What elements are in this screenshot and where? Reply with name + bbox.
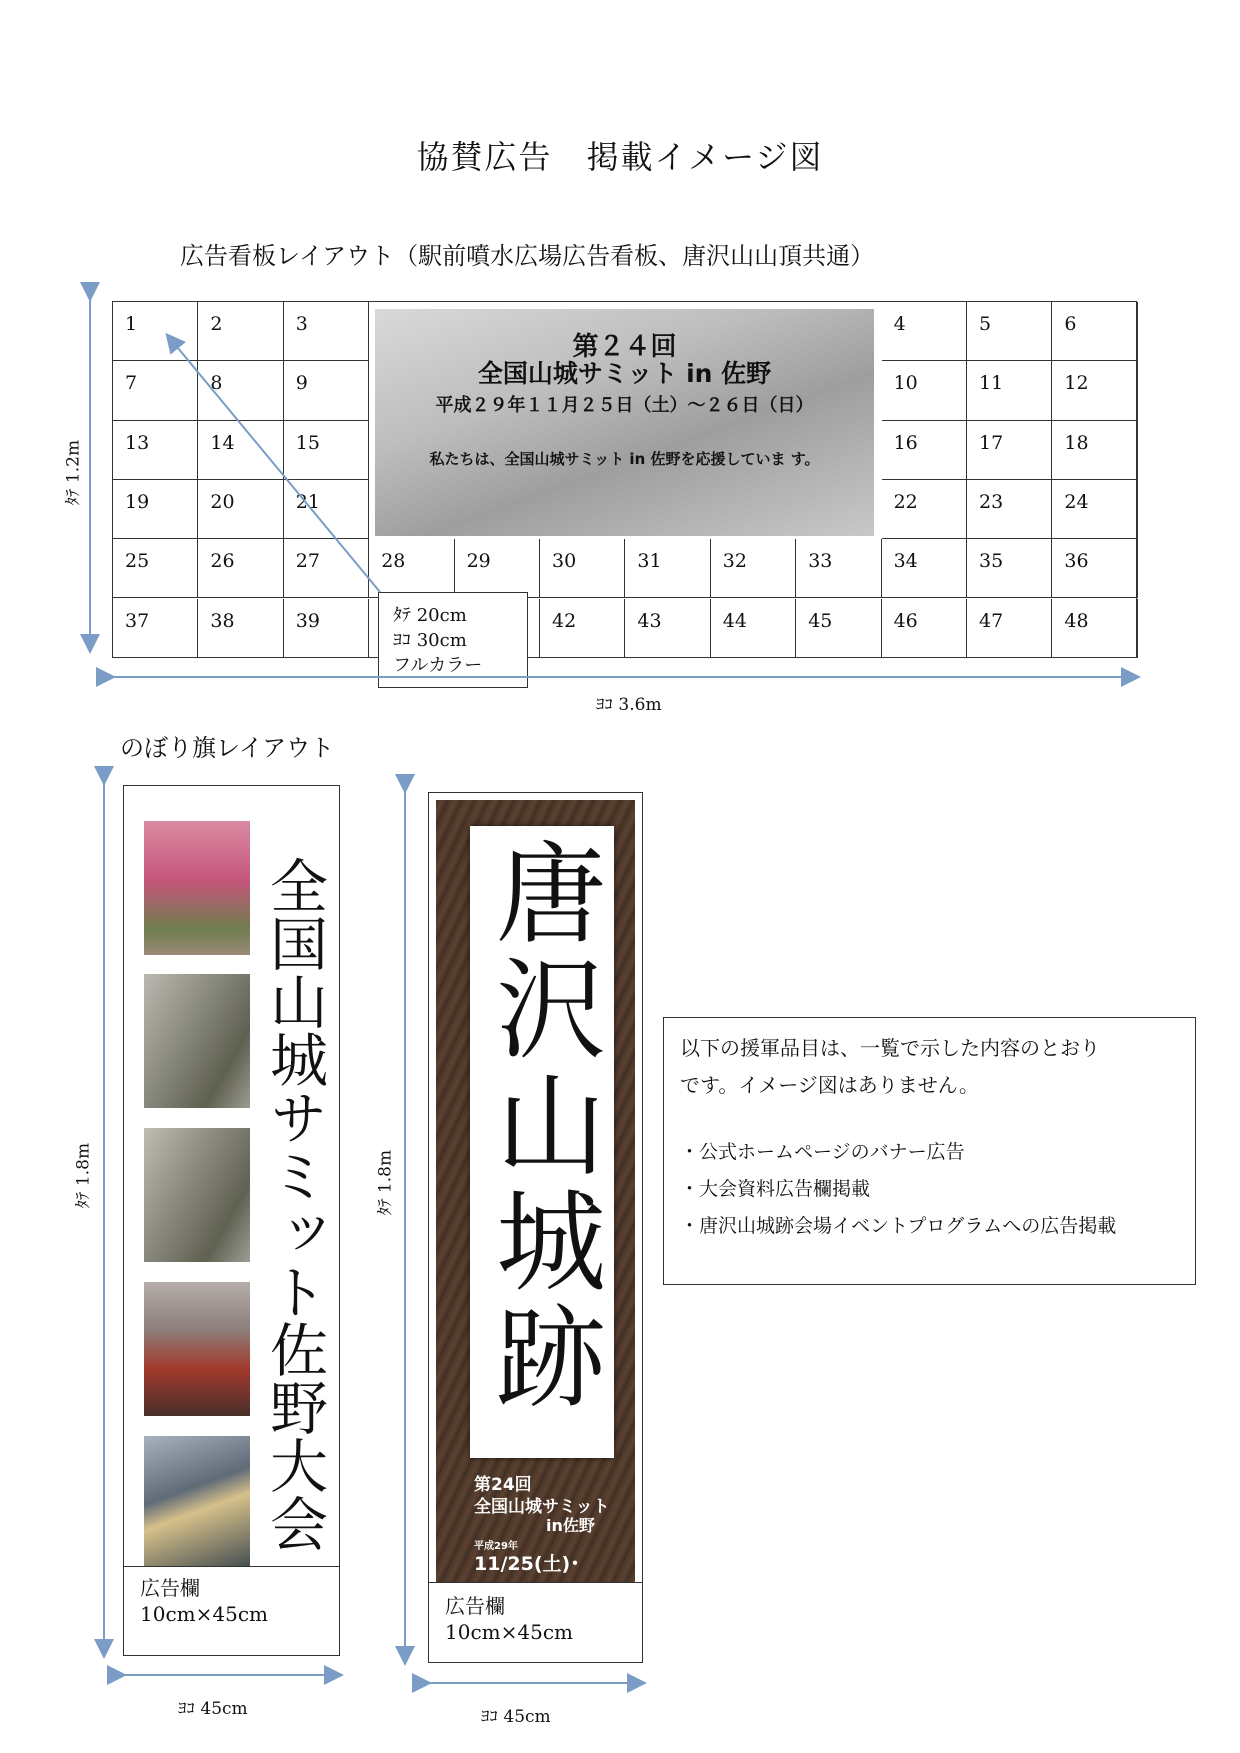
flag2-vertical-text: 唐沢山城跡 (478, 836, 606, 1416)
callout-color: フルカラー (393, 655, 483, 676)
grid-cell: 28 (369, 539, 454, 598)
grid-cell: 5 (967, 302, 1052, 361)
grid-cell: 32 (711, 539, 796, 598)
grid-cell: 37 (113, 599, 198, 658)
grid-cell: 30 (540, 539, 625, 598)
billboard-width-label: ﾖｺ 3.6m (596, 695, 662, 715)
grid-cell: 16 (882, 421, 967, 480)
grid-cell: 21 (284, 480, 369, 539)
grid-cell: 34 (882, 539, 967, 598)
banner-line1: 第２４回 (572, 332, 677, 362)
info-box (663, 1017, 1196, 1285)
grid-cell: 2 (198, 302, 283, 361)
grid-cell: 22 (882, 480, 967, 539)
grid-cell: 19 (113, 480, 198, 539)
flag2-foot-line2: 全国山城サミット (474, 1497, 610, 1517)
nobori-flag-1 (123, 785, 340, 1655)
grid-cell: 1 (113, 302, 198, 361)
info-item-program: ・唐沢山城跡会場イベントプログラムへの広告掲載 (680, 1215, 1117, 1237)
grid-cell: 23 (967, 480, 1052, 539)
grid-cell: 47 (967, 599, 1052, 658)
grid-cell: 8 (198, 361, 283, 420)
banner-line3: 平成２９年１１月２５日（土）～２６日（日） (435, 395, 814, 416)
flag2-ad-label: 広告欄 (445, 1594, 505, 1618)
grid-cell: 36 (1052, 539, 1137, 598)
flag2-foot-line4: 平成29年 (474, 1541, 518, 1552)
grid-cell: 14 (198, 421, 283, 480)
grid-cell: 10 (882, 361, 967, 420)
grid-cell: 27 (284, 539, 369, 598)
flag2-ad-size: 10cm×45cm (445, 1620, 573, 1644)
info-line2: です。イメージ図はありません。 (680, 1073, 979, 1097)
grid-cell: 24 (1052, 480, 1137, 539)
flag2-foot-line5: 11/25(土)･ (474, 1553, 580, 1575)
banner-message: 私たちは、全国山城サミット in 佐野を応援していま す。 (429, 450, 820, 468)
nobori-heading: のぼり旗レイアウト (120, 734, 335, 762)
grid-cell: 43 (625, 599, 710, 658)
grid-cell: 46 (882, 599, 967, 658)
flag2-brown-background (436, 800, 635, 1582)
flag2-foot-line3: in佐野 (546, 1516, 595, 1535)
callout-pointer-arrow (168, 336, 380, 592)
flag1-ad-label: 広告欄 (140, 1576, 200, 1600)
grid-cell: 35 (967, 539, 1052, 598)
grid-cell: 38 (198, 599, 283, 658)
grid-cell: 26 (198, 539, 283, 598)
grid-cell: 3 (284, 302, 369, 361)
info-item-materials: ・大会資料広告欄掲載 (680, 1178, 871, 1200)
flag1-photo-flowers (144, 821, 250, 955)
flag2-white-panel (470, 826, 614, 1458)
flag2-foot-line1: 第24回 (474, 1475, 532, 1495)
flag1-photo-stonewall (144, 974, 250, 1108)
grid-cell: 31 (625, 539, 710, 598)
grid-cell: 9 (284, 361, 369, 420)
grid-cell: 39 (284, 599, 369, 658)
flag2-height-label: ﾀﾃ 1.8m (375, 1149, 396, 1216)
flag1-ad-box (123, 1566, 340, 1656)
grid-cell: 13 (113, 421, 198, 480)
flag1-ad-size: 10cm×45cm (140, 1602, 268, 1626)
grid-cell: 33 (796, 539, 881, 598)
page-title: 協賛広告 掲載イメージ図 (416, 138, 824, 176)
callout-width: ﾖｺ 30cm (393, 630, 467, 651)
flag1-height-label: ﾀﾃ 1.8m (73, 1142, 94, 1209)
grid-cell: 6 (1052, 302, 1137, 361)
grid-cell: 42 (540, 599, 625, 658)
billboard-heading: 広告看板レイアウト（駅前噴水広場広告看板、唐沢山山頂共通） (180, 242, 875, 270)
grid-cell: 48 (1052, 599, 1137, 658)
flag2-width-label: ﾖｺ 45cm (481, 1707, 551, 1727)
billboard-height-label: ﾀﾃ 1.2m (63, 439, 84, 506)
banner-line2: 全国山城サミット in 佐野 (477, 359, 772, 388)
grid-cell: 18 (1052, 421, 1137, 480)
info-item-banner: ・公式ホームページのバナー広告 (680, 1141, 965, 1163)
flag1-photo-forest (144, 1436, 250, 1570)
callout-height: ﾀﾃ 20cm (393, 605, 467, 626)
flag2-ad-box (428, 1582, 643, 1663)
grid-cell: 44 (711, 599, 796, 658)
grid-cell: 7 (113, 361, 198, 420)
flag1-vertical-text: 全国山城サミット佐野大会 (260, 856, 328, 1552)
grid-cell: 45 (796, 599, 881, 658)
info-line1: 以下の援軍品目は、一覧で示した内容のとおり (680, 1036, 1100, 1060)
grid-cell: 4 (882, 302, 967, 361)
flag1-width-label: ﾖｺ 45cm (178, 1699, 248, 1719)
flag1-photo-autumn (144, 1282, 250, 1416)
flag1-photo-stonewall-2 (144, 1128, 250, 1262)
nobori-flag-2 (428, 792, 643, 1662)
grid-cell: 17 (967, 421, 1052, 480)
grid-cell: 12 (1052, 361, 1137, 420)
grid-cell: 20 (198, 480, 283, 539)
grid-cell: 29 (455, 539, 540, 598)
grid-cell: 11 (967, 361, 1052, 420)
grid-cell: 15 (284, 421, 369, 480)
grid-cell: 25 (113, 539, 198, 598)
